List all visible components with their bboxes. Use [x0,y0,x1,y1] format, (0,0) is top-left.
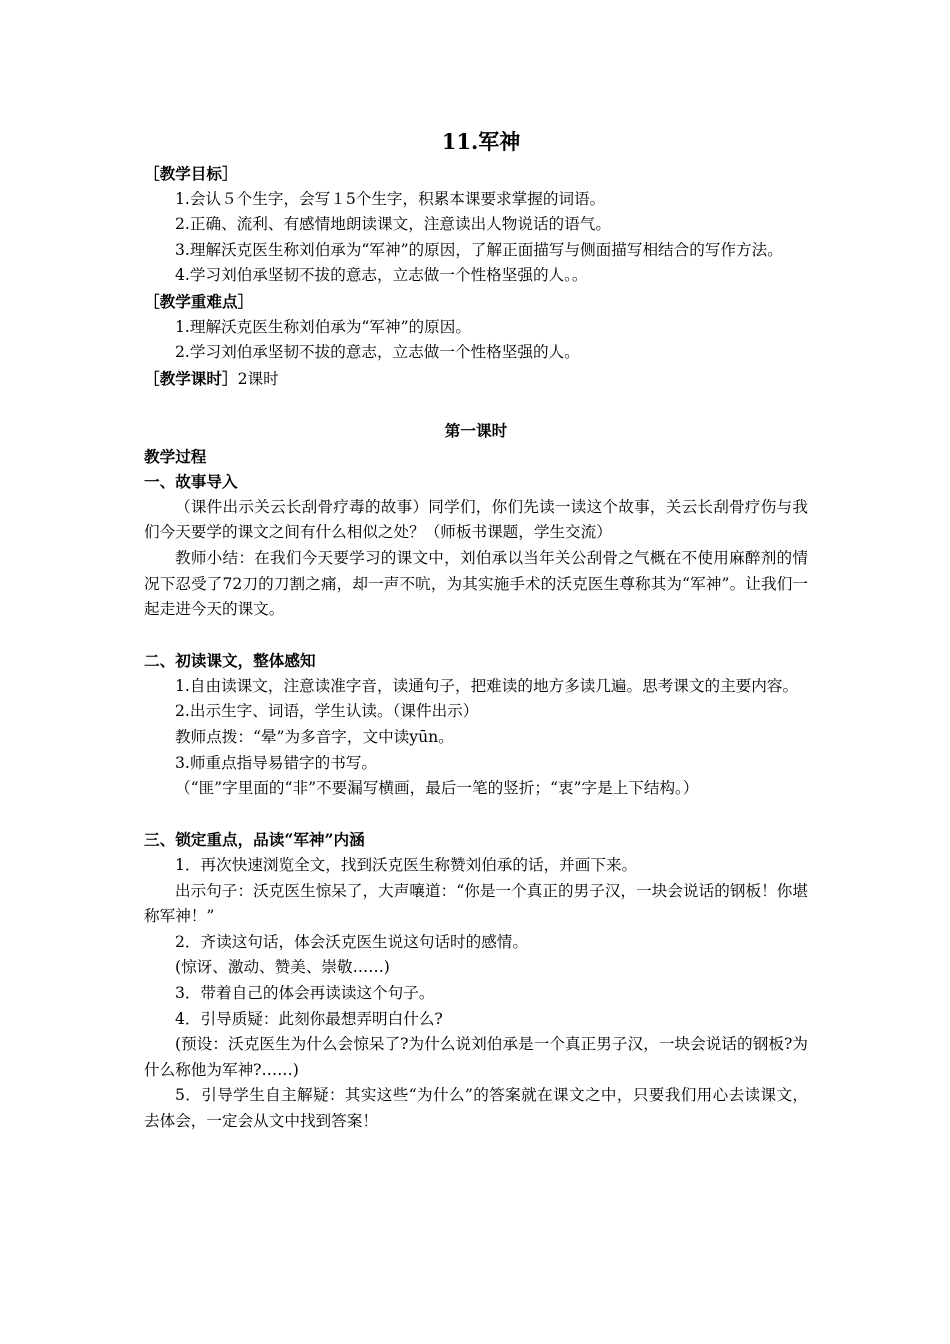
paragraph: 4．引导质疑：此刻你最想弄明白什么? [175,1009,443,1028]
paragraph: 2.出示生字、词语，学生认读。（课件出示） [175,702,479,721]
lesson-title: 11.军神 [441,129,521,154]
paragraph: 教师点拨：“晕”为多音字，文中读yūn。 [175,728,454,747]
paragraph: (惊讶、激动、赞美、崇敬……) [175,958,390,977]
objective-item: 1.会认５个生字，会写１5个生字，积累本课要求掌握的词语。 [175,189,606,208]
process-heading: 教学过程 [144,446,207,466]
paragraph: 3.师重点指导易错字的书写。 [175,753,378,772]
section-heading: 三、锁定重点，品读“军神”内涵 [144,830,365,850]
paragraph: 2．齐读这句话，体会沃克医生说这句话时的感情。 [175,932,528,951]
hours-value: 2课时 [237,369,279,388]
spacer [144,623,808,649]
paragraph: 1.自由读课文，注意读准字音，读通句子，把难读的地方多读几遍。思考课文的主要内容。 [175,676,799,695]
hours-line [144,366,808,393]
paragraph: 3．带着自己的体会再读读这个句子。 [175,984,435,1002]
spacer [144,802,808,828]
section-heading: 二、初读课文，整体感知 [144,651,316,671]
key-point-item: 2.学习刘伯承坚韧不拔的意志，立志做一个性格坚强的人。 [175,343,580,362]
document-page [144,127,808,1135]
objective-item: 4.学习刘伯承坚韧不拔的意志，立志做一个性格坚强的人。。 [175,266,588,285]
paragraph: 出示句子：沃克医生惊呆了，大声嚷道：“你是一个真正的男子汉，一块会说话的钢板！你堪称军神！” [144,881,808,926]
objective-item: 3.理解沃克医生称刘伯承为“军神”的原因，了解正面描写与侧面描写相结合的写作方法。 [175,240,783,259]
objectives-heading: ［教学目标］ [144,164,238,183]
paragraph: 教师小结：在我们今天要学习的课文中，刘伯承以当年关公刮骨之气概在不使用麻醉剂的情况下忍受了72刀的刀割之痛，却一声不吭，为其实施手术的沃克医生尊称其为“军神”。让我们一起走进今天的课文。 [144,548,808,619]
key-points-heading: ［教学重难点］ [144,291,254,311]
objective-item: 2.正确、流利、有感情地朗读课文，注意读出人物说话的语气。 [175,215,611,234]
section-heading: 一、故事导入 [144,472,238,492]
paragraph: (预设：沃克医生为什么会惊呆了?为什么说刘伯承是一个真正男子汉，一块会说话的钢板?为什么称他为军神?……) [144,1035,808,1079]
paragraph: （“匪”字里面的“非”不要漏写横画，最后一笔的竖折；“衷”字是上下结构。） [175,779,699,798]
paragraph: 1．再次快速浏览全文，找到沃克医生称赞刘伯承的话，并画下来。 [175,856,638,875]
key-point-item: 1.理解沃克医生称刘伯承为“军神”的原因。 [175,317,471,336]
paragraph: 5．引导学生自主解疑：其实这些“为什么”的答案就在课文之中，只要我们用心去读课文，去体会，一定会从文中找到答案！ [144,1086,808,1130]
lesson-heading: 第一课时 [444,420,508,440]
spacer [144,392,808,418]
hours-heading: ［教学课时］ [144,368,238,388]
paragraph: （课件出示关云长刮骨疗毒的故事）同学们，你们先读一读这个故事，关云长刮骨疗伤与我们今天要学的课文之间有什么相似之处？（师板书课题，学生交流） [144,497,808,542]
